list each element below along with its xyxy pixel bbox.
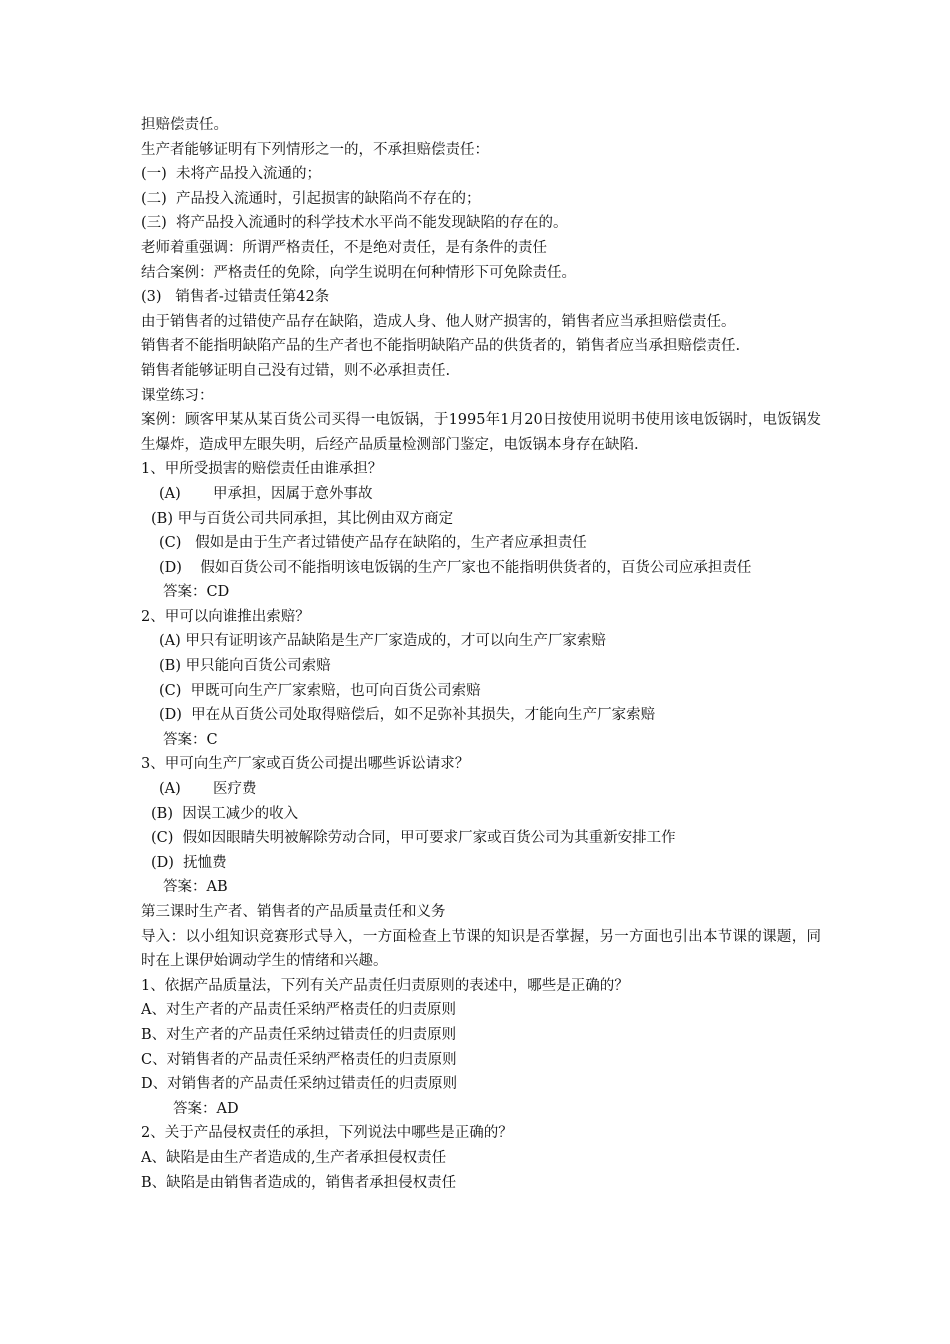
text-line: (A) 甲只有证明该产品缺陷是生产厂家造成的，才可以向生产厂家索赔 (159, 633, 606, 650)
text-line: 答案：AB (163, 879, 228, 896)
text-line: (B) 因误工减少的收入 (151, 805, 299, 822)
text-line: (二) 产品投入流通时，引起损害的缺陷尚不存在的； (141, 190, 481, 207)
text-line: A、对生产者的产品责任采纳严格责任的归责原则 (141, 1002, 456, 1019)
text-line: (三) 将产品投入流通时的科学技术水平尚不能发现缺陷的存在的。 (141, 215, 568, 232)
text-line: 老师着重强调：所谓严格责任，不是绝对责任，是有条件的责任 (141, 239, 547, 256)
text-line: 1、甲所受损害的赔偿责任由谁承担？ (141, 461, 383, 478)
text-line: (C) 假如因眼睛失明被解除劳动合同，甲可要求厂家或百货公司为其重新安排工作 (151, 830, 676, 847)
text-line: (B) 甲与百货公司共同承担，其比例由双方商定 (151, 510, 454, 527)
text-line: 1、依据产品质量法，下列有关产品责任归责原则的表述中，哪些是正确的？ (141, 977, 629, 994)
text-line: (D) 抚恤费 (151, 854, 227, 871)
text-line: 答案：CD (163, 584, 230, 601)
text-line: 销售者不能指明缺陷产品的生产者也不能指明缺陷产品的供货者的，销售者应当承担赔偿责任. (141, 338, 741, 355)
text-line: (D) 甲在从百货公司处取得赔偿后，如不足弥补其损失，才能向生产厂家索赔 (159, 707, 656, 724)
text-line: (A) 甲承担，因属于意外事故 (159, 485, 373, 502)
text-line: D、对销售者的产品责任采纳过错责任的归责原则 (141, 1076, 458, 1093)
text-line: A、缺陷是由生产者造成的,生产者承担侵权责任 (141, 1149, 447, 1166)
text-line: (B) 甲只能向百货公司索赔 (159, 658, 331, 675)
text-line: 导入：以小组知识竞赛形式导入，一方面检查上节课的知识是否掌握，另一方面也引出本节课的课题，同时在上课伊始调动学生的情绪和兴趣。 (141, 928, 821, 970)
text-line: (A) 医疗费 (159, 781, 257, 798)
text-line: 第三课时生产者、销售者的产品质量责任和义务 (141, 904, 446, 920)
document-body (141, 113, 821, 1195)
text-line: (C) 甲既可向生产厂家索赔，也可向百货公司索赔 (159, 682, 481, 699)
text-line: 2、关于产品侵权责任的承担，下列说法中哪些是正确的？ (141, 1125, 513, 1142)
text-line: B、缺陷是由销售者造成的，销售者承担侵权责任 (141, 1174, 457, 1191)
text-line: 答案：AD (173, 1100, 239, 1117)
text-line: (3) 销售者-过错责任第42条 (141, 289, 330, 306)
text-line: 生产者能够证明有下列情形之一的，不承担赔偿责任： (141, 141, 489, 158)
text-line: 课堂练习： (141, 387, 214, 404)
text-line: C、对销售者的产品责任采纳严格责任的归责原则 (141, 1051, 457, 1068)
text-line: 3、甲可向生产厂家或百货公司提出哪些诉讼请求？ (141, 756, 470, 773)
text-line: 由于销售者的过错使产品存在缺陷，造成人身、他人财产损害的，销售者应当承担赔偿责任。 (141, 313, 736, 330)
text-line: 案例：顾客甲某从某百货公司买得一电饭锅，于1995年1月20日按使用说明书使用该电饭锅时，电饭锅发生爆炸，造成甲左眼失明，后经产品质量检测部门鉴定，电饭锅本身存在缺陷. (141, 412, 821, 453)
text-line: 结合案例：严格责任的免除，向学生说明在何种情形下可免除责任。 (141, 264, 576, 281)
text-line: B、对生产者的产品责任采纳过错责任的归责原则 (141, 1026, 457, 1043)
text-line: (一) 未将产品投入流通的； (141, 166, 322, 183)
text-line: 担赔偿责任。 (141, 117, 228, 133)
text-line: (C) 假如是由于生产者过错使产品存在缺陷的，生产者应承担责任 (159, 535, 587, 552)
text-line: 答案：C (163, 731, 218, 748)
text-line: 销售者能够证明自己没有过错，则不必承担责任. (141, 362, 451, 379)
text-line: 2、甲可以向谁推出索赔？ (141, 608, 310, 625)
text-line: (D) 假如百货公司不能指明该电饭锅的生产厂家也不能指明供货者的，百货公司应承担责任 (159, 559, 752, 576)
